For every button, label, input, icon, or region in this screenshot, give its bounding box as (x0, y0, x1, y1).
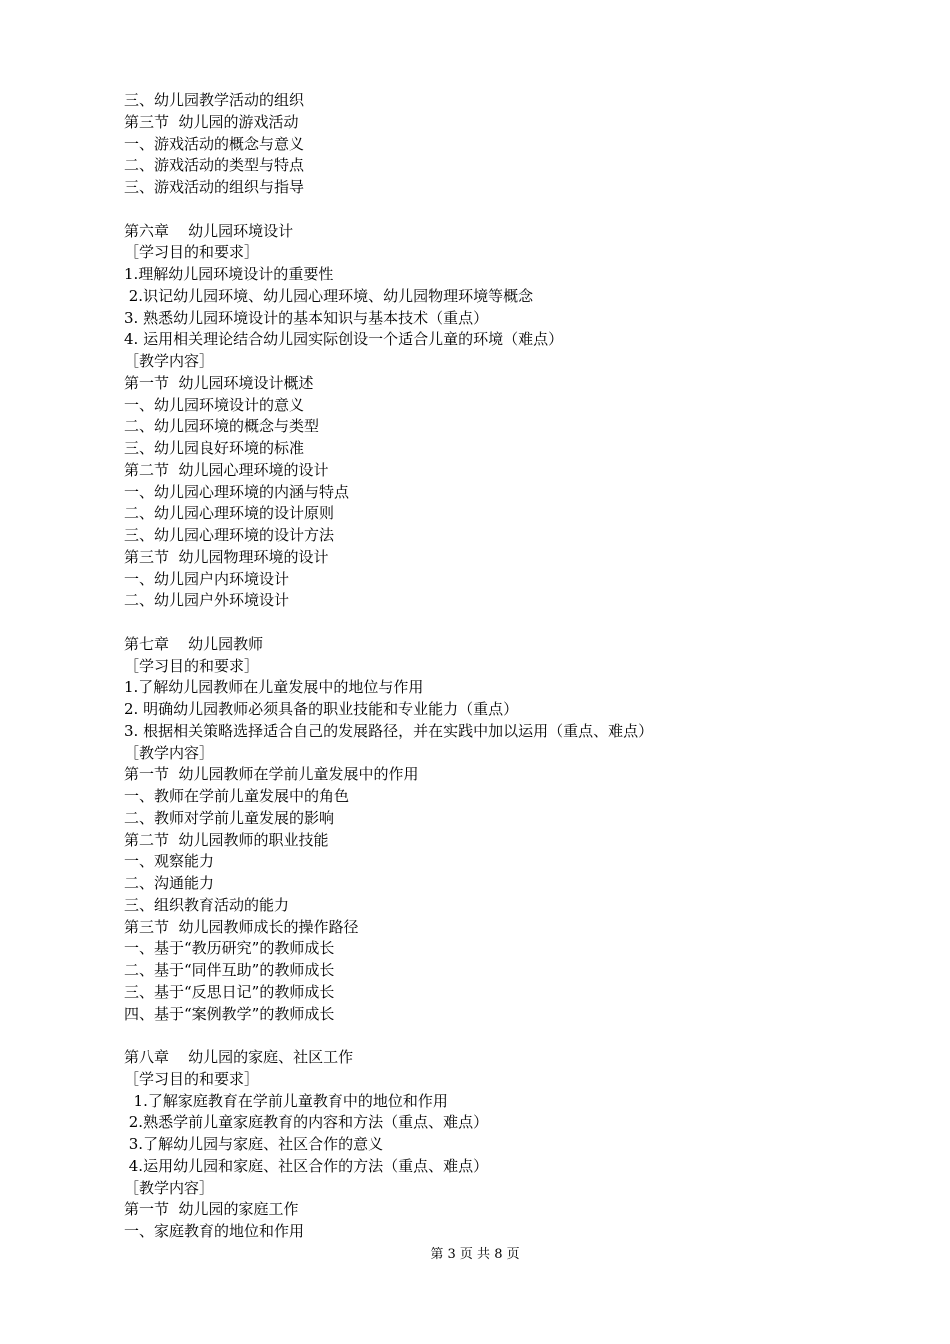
text-line: 第三节 幼儿园的游戏活动 (124, 112, 299, 131)
text-line: 二、沟通能力 (124, 874, 215, 892)
text-line: ［教学内容］ (124, 1178, 215, 1197)
text-line: 二、基于“同伴互助”的教师成长 (124, 961, 335, 979)
text-line: 4.运用幼儿园和家庭、社区合作的方法（重点、难点） (124, 1156, 489, 1175)
text-line: 2.熟悉学前儿童家庭教育的内容和方法（重点、难点） (124, 1113, 489, 1132)
text-line: 第六章 幼儿园环境设计 (124, 221, 294, 240)
text-line: ［教学内容］ (124, 352, 215, 370)
text-line: 第三节 幼儿园教师成长的操作路径 (124, 917, 359, 936)
text-line: ［学习目的和要求］ (124, 1069, 260, 1088)
text-line: 三、游戏活动的组织与指导 (124, 178, 305, 196)
text-line: 第三节 幼儿园物理环境的设计 (124, 547, 329, 566)
text-line: 第二节 幼儿园教师的职业技能 (124, 830, 329, 849)
text-line: 第一节 幼儿园的家庭工作 (124, 1200, 299, 1219)
text-line: 三、组织教育活动的能力 (124, 895, 290, 914)
text-line: 三、幼儿园心理环境的设计方法 (124, 526, 335, 544)
text-line: 2.识记幼儿园环境、幼儿园心理环境、幼儿园物理环境等概念 (124, 286, 534, 305)
text-line: 第一节 幼儿园环境设计概述 (124, 373, 314, 392)
document-body (124, 90, 884, 1243)
text-line: 3.了解幼儿园与家庭、社区合作的意义 (124, 1135, 384, 1153)
text-line: 一、基于“教历研究”的教师成长 (124, 939, 335, 958)
text-line: 三、幼儿园教学活动的组织 (124, 91, 305, 109)
text-line: 3. 根据相关策略选择适合自己的发展路径，并在实践中加以运用（重点、难点） (124, 721, 654, 740)
text-line: 一、观察能力 (124, 852, 215, 871)
text-line: 二、幼儿园环境的概念与类型 (124, 417, 320, 436)
text-line: 一、家庭教育的地位和作用 (124, 1222, 305, 1240)
page-footer: 第 3 页 共 8 页 (430, 1247, 520, 1262)
text-line: 3. 熟悉幼儿园环境设计的基本知识与基本技术（重点） (124, 308, 489, 327)
text-line: 二、游戏活动的类型与特点 (124, 156, 305, 175)
text-line: 1.了解家庭教育在学前儿童教育中的地位和作用 (124, 1091, 448, 1110)
text-line: ［教学内容］ (124, 743, 215, 762)
text-line: 1.理解幼儿园环境设计的重要性 (124, 265, 334, 283)
text-line: 一、游戏活动的概念与意义 (124, 134, 305, 153)
paragraph-gap (124, 1025, 884, 1047)
text-line: 第七章 幼儿园教师 (124, 634, 264, 653)
paragraph-gap (124, 199, 884, 221)
text-line: ［学习目的和要求］ (124, 243, 260, 262)
text-line: 4. 运用相关理论结合幼儿园实际创设一个适合儿童的环境（难点） (124, 330, 564, 349)
text-line: 一、幼儿园环境设计的意义 (124, 395, 305, 414)
text-line: 一、幼儿园户内环境设计 (124, 569, 290, 588)
text-line: 二、幼儿园心理环境的设计原则 (124, 504, 335, 523)
text-line: 一、幼儿园心理环境的内涵与特点 (124, 482, 350, 501)
text-line: ［学习目的和要求］ (124, 656, 260, 675)
text-line: 一、教师在学前儿童发展中的角色 (124, 787, 350, 805)
text-line: 第一节 幼儿园教师在学前儿童发展中的作用 (124, 765, 419, 784)
text-line: 三、基于“反思日记”的教师成长 (124, 982, 335, 1001)
text-line: 三、幼儿园良好环境的标准 (124, 439, 305, 457)
text-line: 1.了解幼儿园教师在儿童发展中的地位与作用 (124, 678, 424, 697)
text-line: 第二节 幼儿园心理环境的设计 (124, 460, 329, 479)
paragraph-gap (124, 612, 884, 634)
text-line: 2. 明确幼儿园教师必须具备的职业技能和专业能力（重点） (124, 700, 519, 718)
text-line: 四、基于“案例教学”的教师成长 (124, 1004, 335, 1023)
text-line: 二、幼儿园户外环境设计 (124, 591, 290, 610)
text-line: 第八章 幼儿园的家庭、社区工作 (124, 1048, 354, 1066)
text-line: 二、教师对学前儿童发展的影响 (124, 808, 335, 827)
